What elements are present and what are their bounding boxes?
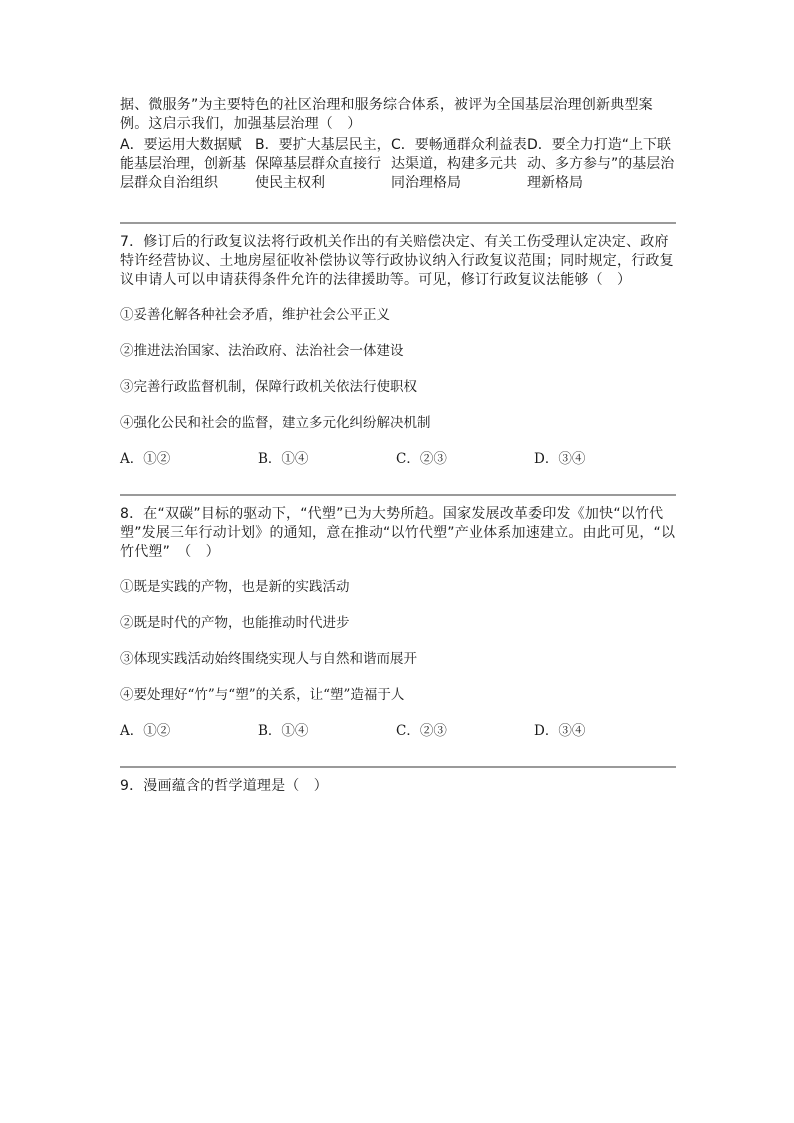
exam-page	[120, 96, 676, 796]
q8-statement-4: ④要处理好“竹”与“塑”的关系，让“塑”造福于人	[120, 687, 405, 703]
q7-divider	[120, 222, 676, 224]
q9-stem: 9．漫画蕴含的哲学道理是（ ）	[120, 778, 328, 794]
q8-answer-a[interactable]: A．①②	[120, 723, 171, 739]
q7-answer-d[interactable]: D．③④	[534, 451, 586, 467]
q7-statement-4: ④强化公民和社会的监督，建立多元化纠纷解决机制	[120, 415, 431, 431]
q7-statement-3: ③完善行政监督机制，保障行政机关依法行使职权	[120, 379, 417, 395]
q6-option-b[interactable]: B．要扩大基层民主，保障基层群众直接行使民主权利	[255, 137, 391, 191]
q8-stem: 8．在“双碳”目标的驱动下，“代塑”已为大势所趋。国家发展改革委印发《加快“以竹代塑”发展三年行动计划》的通知，意在推动“以竹代塑”产业体系加速建立。由此可见，“以竹代塑” （ ）	[120, 506, 676, 560]
q8-answer-options	[120, 722, 676, 741]
q9-divider	[120, 766, 676, 768]
q6-stem-tail: 据、微服务”为主要特色的社区治理和服务综合体系，被评为全国基层治理创新典型案例。这启示我们，加强基层治理（ ）	[120, 97, 653, 132]
q7-answer-options	[120, 450, 676, 469]
q7-stem: 7．修订后的行政复议法将行政机关作出的有关赔偿决定、有关工伤受理认定决定、政府特许经营协议、土地房屋征收补偿协议等行政协议纳入行政复议范围；同时规定，行政复议申请人可以申请获得条件允许的法律援助等。可见，修订行政复议法能够（ ）	[120, 234, 674, 288]
q7-answer-b[interactable]: B．①④	[258, 451, 309, 467]
q6-options	[120, 136, 676, 193]
q6-option-d[interactable]: D．要全力打造“上下联动、多方参与”的基层治理新格局	[527, 137, 675, 191]
q7-answer-c[interactable]: C．②③	[396, 451, 447, 467]
q6-option-a[interactable]: A．要运用大数据赋能基层治理，创新基层群众自治组织	[120, 137, 246, 191]
q6-option-c[interactable]: C．要畅通群众利益表达渠道，构建多元共同治理格局	[391, 137, 527, 191]
q8-divider	[120, 494, 676, 496]
q7-statement-2: ②推进法治国家、法治政府、法治社会一体建设	[120, 343, 404, 359]
q7-statement-1: ①妥善化解各种社会矛盾，维护社会公平正义	[120, 307, 390, 323]
q8-answer-c[interactable]: C．②③	[396, 723, 447, 739]
q8-statement-2: ②既是时代的产物，也能推动时代进步	[120, 615, 350, 631]
q7-answer-a[interactable]: A．①②	[120, 451, 171, 467]
q8-answer-d[interactable]: D．③④	[534, 723, 586, 739]
q8-answer-b[interactable]: B．①④	[258, 723, 309, 739]
q8-statement-1: ①既是实践的产物，也是新的实践活动	[120, 579, 350, 595]
q8-statement-3: ③体现实践活动始终围绕实现人与自然和谐而展开	[120, 651, 417, 667]
